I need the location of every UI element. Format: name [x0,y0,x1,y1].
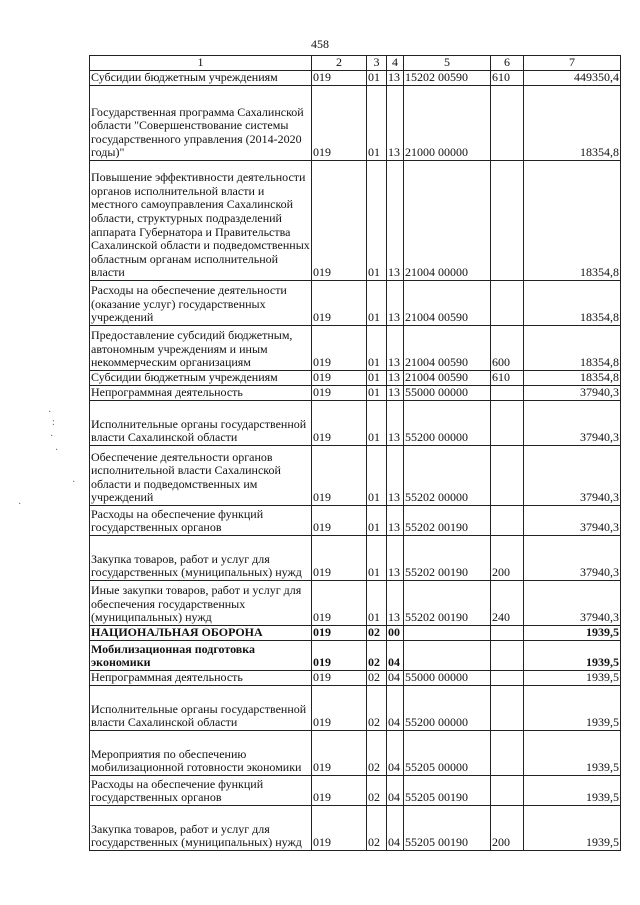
row-article-cell [404,626,491,641]
row-admin-cell: 019 [312,161,367,281]
row-type-cell [491,506,524,536]
row-type-cell [491,776,524,806]
row-article-cell: 55205 00190 [404,776,491,806]
row-article-cell: 21004 00590 [404,326,491,371]
row-section-cell: 02 [367,626,387,641]
row-admin-cell: 019 [312,536,367,581]
row-type-cell [491,446,524,506]
header-row [90,56,621,71]
row-article-cell: 55202 00190 [404,536,491,581]
row-type-cell: 610 [491,371,524,386]
row-article-cell: 21004 00590 [404,371,491,386]
row-amount-cell: 18354,8 [524,371,621,386]
row-article-cell: 21004 00590 [404,281,491,326]
row-article-cell [404,641,491,671]
row-amount-cell: 1939,5 [524,806,621,851]
row-subsection-cell: 04 [387,731,404,776]
row-section-cell: 02 [367,641,387,671]
row-article-cell: 55000 00000 [404,671,491,686]
row-type-cell [491,161,524,281]
table-row [90,71,621,86]
header-cell-admin: 2 [312,56,367,71]
row-subsection-cell: 13 [387,86,404,161]
row-type-cell: 200 [491,806,524,851]
row-admin-cell: 019 [312,806,367,851]
row-section-cell: 02 [367,731,387,776]
row-name-cell: Государственная программа Сахалинской области "Совершенствование системы государственного управления (2014-2020 годы)" [90,86,312,161]
row-admin-cell: 019 [312,86,367,161]
row-article-cell: 55000 00000 [404,386,491,401]
table-row [90,506,621,536]
row-article-cell: 55205 00000 [404,731,491,776]
row-amount-cell: 37940,3 [524,506,621,536]
row-section-cell: 02 [367,806,387,851]
table-row [90,386,621,401]
row-name-cell: Мероприятия по обеспечению мобилизационной готовности экономики [90,731,312,776]
row-name-cell: Иные закупки товаров, работ и услуг для обеспечения государственных (муниципальных) нужд [90,581,312,626]
row-section-cell: 01 [367,446,387,506]
row-subsection-cell: 04 [387,641,404,671]
row-type-cell [491,86,524,161]
scan-speck: · [48,407,52,418]
row-article-cell: 55202 00190 [404,581,491,626]
row-subsection-cell: 13 [387,446,404,506]
row-admin-cell: 019 [312,506,367,536]
row-article-cell: 55202 00190 [404,506,491,536]
row-amount-cell: 1939,5 [524,731,621,776]
scan-speck: · [50,431,54,442]
row-amount-cell: 1939,5 [524,671,621,686]
row-name-cell: Расходы на обеспечение функций государственных органов [90,506,312,536]
row-section-cell: 01 [367,281,387,326]
row-subsection-cell: 13 [387,581,404,626]
row-section-cell: 01 [367,536,387,581]
row-section-cell: 01 [367,386,387,401]
row-section-cell: 01 [367,326,387,371]
row-amount-cell: 37940,3 [524,386,621,401]
row-name-cell: Обеспечение деятельности органов исполнительной власти Сахалинской области и подведомственных им учреждений [90,446,312,506]
scan-speck: · [18,499,22,510]
row-amount-cell: 449350,4 [524,71,621,86]
table-row [90,326,621,371]
header-cell-name: 1 [90,56,312,71]
row-type-cell: 600 [491,326,524,371]
row-type-cell [491,626,524,641]
row-name-cell: НАЦИОНАЛЬНАЯ ОБОРОНА [90,626,312,641]
table-row [90,581,621,626]
row-section-cell: 01 [367,401,387,446]
table-row [90,776,621,806]
row-section-cell: 01 [367,506,387,536]
row-name-cell: Мобилизационная подготовка экономики [90,641,312,671]
header-cell-section: 3 [367,56,387,71]
row-admin-cell: 019 [312,71,367,86]
row-subsection-cell: 00 [387,626,404,641]
row-admin-cell: 019 [312,641,367,671]
row-admin-cell: 019 [312,326,367,371]
row-subsection-cell: 13 [387,71,404,86]
row-name-cell: Повышение эффективности деятельности органов исполнительной власти и местного самоуправления Сахалинской области, структурных подразделений аппарата Губернатора и Правительства Сахалинской области и подведомственных областным органам исполнительной власти [90,161,312,281]
row-section-cell: 01 [367,371,387,386]
row-amount-cell: 37940,3 [524,446,621,506]
row-admin-cell: 019 [312,686,367,731]
row-amount-cell: 37940,3 [524,536,621,581]
row-amount-cell: 1939,5 [524,626,621,641]
scan-speck: · [72,477,76,488]
row-admin-cell: 019 [312,581,367,626]
header-cell-amount: 7 [524,56,621,71]
table-row [90,806,621,851]
row-type-cell [491,281,524,326]
row-subsection-cell: 04 [387,806,404,851]
row-subsection-cell: 13 [387,281,404,326]
row-section-cell: 02 [367,776,387,806]
table-row [90,686,621,731]
row-name-cell: Расходы на обеспечение функций государственных органов [90,776,312,806]
table-row [90,401,621,446]
row-name-cell: Закупка товаров, работ и услуг для государственных (муниципальных) нужд [90,536,312,581]
row-article-cell: 21000 00000 [404,86,491,161]
row-name-cell: Субсидии бюджетным учреждениям [90,371,312,386]
row-type-cell: 200 [491,536,524,581]
row-admin-cell: 019 [312,626,367,641]
row-amount-cell: 18354,8 [524,86,621,161]
row-section-cell: 02 [367,686,387,731]
row-name-cell: Расходы на обеспечение деятельности (оказание услуг) государственных учреждений [90,281,312,326]
row-type-cell [491,731,524,776]
table-row [90,731,621,776]
row-subsection-cell: 13 [387,401,404,446]
scan-speck: · [55,445,59,456]
row-subsection-cell: 04 [387,776,404,806]
table-row [90,536,621,581]
row-section-cell: 01 [367,581,387,626]
row-admin-cell: 019 [312,281,367,326]
row-amount-cell: 18354,8 [524,281,621,326]
row-section-cell: 02 [367,671,387,686]
row-type-cell [491,671,524,686]
row-name-cell: Исполнительные органы государственной власти Сахалинской области [90,401,312,446]
row-admin-cell: 019 [312,731,367,776]
row-name-cell: Непрограммная деятельность [90,671,312,686]
header-cell-type: 6 [491,56,524,71]
row-name-cell: Закупка товаров, работ и услуг для государственных (муниципальных) нужд [90,806,312,851]
table-row [90,281,621,326]
row-amount-cell: 1939,5 [524,641,621,671]
row-name-cell: Предоставление субсидий бюджетным, автономным учреждениям и иным некоммерческим организациям [90,326,312,371]
budget-table [89,55,621,851]
row-subsection-cell: 04 [387,671,404,686]
table-row [90,86,621,161]
table-row [90,671,621,686]
row-type-cell [491,641,524,671]
table-row [90,626,621,641]
row-name-cell: Непрограммная деятельность [90,386,312,401]
page-number: 458 [311,37,329,51]
table-row [90,161,621,281]
row-amount-cell: 37940,3 [524,581,621,626]
table-row [90,641,621,671]
row-name-cell: Исполнительные органы государственной власти Сахалинской области [90,686,312,731]
row-subsection-cell: 13 [387,386,404,401]
row-amount-cell: 1939,5 [524,776,621,806]
row-admin-cell: 019 [312,671,367,686]
table-row [90,446,621,506]
row-amount-cell: 18354,8 [524,161,621,281]
row-amount-cell: 37940,3 [524,401,621,446]
row-type-cell [491,686,524,731]
row-subsection-cell: 13 [387,326,404,371]
row-admin-cell: 019 [312,446,367,506]
row-admin-cell: 019 [312,776,367,806]
row-type-cell [491,386,524,401]
row-admin-cell: 019 [312,401,367,446]
row-subsection-cell: 13 [387,506,404,536]
row-article-cell: 21004 00000 [404,161,491,281]
row-type-cell: 240 [491,581,524,626]
row-subsection-cell: 13 [387,371,404,386]
scan-speck: : [52,417,55,428]
row-article-cell: 55200 00000 [404,686,491,731]
row-section-cell: 01 [367,161,387,281]
row-article-cell: 55200 00000 [404,401,491,446]
row-admin-cell: 019 [312,371,367,386]
row-name-cell: Субсидии бюджетным учреждениям [90,71,312,86]
header-cell-subsection: 4 [387,56,404,71]
row-subsection-cell: 13 [387,536,404,581]
row-article-cell: 55205 00190 [404,806,491,851]
row-admin-cell: 019 [312,386,367,401]
row-type-cell: 610 [491,71,524,86]
row-type-cell [491,401,524,446]
row-article-cell: 15202 00590 [404,71,491,86]
row-section-cell: 01 [367,86,387,161]
row-amount-cell: 1939,5 [524,686,621,731]
row-article-cell: 55202 00000 [404,446,491,506]
row-section-cell: 01 [367,71,387,86]
row-amount-cell: 18354,8 [524,326,621,371]
header-cell-article: 5 [404,56,491,71]
row-subsection-cell: 13 [387,161,404,281]
row-subsection-cell: 04 [387,686,404,731]
table-row [90,371,621,386]
